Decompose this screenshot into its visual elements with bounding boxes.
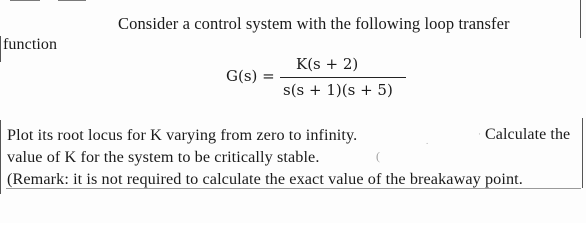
problem-line-2: function [3,36,58,53]
scan-bracket-mark: ( [376,149,380,163]
bottom-rule [6,188,581,189]
scan-dot-mark: . [426,136,429,146]
right-edge-line-lower [582,118,583,188]
equation-numerator: K(s + 2) [296,55,359,73]
problem-line-1: Consider a control system with the following loop transfer [118,14,510,33]
equation-denominator: s(s + 1)(s + 5) [283,81,393,99]
problem-line-3-left: Plot its root locus for K varying from zero to infinity. [7,126,358,144]
scan-dot-mark-2: · [478,129,481,139]
top-rule-left [10,0,40,1]
problem-line-5: (Remark: it is not required to calculate the exact value of the breakaway point. [7,170,523,188]
left-edge-line-upper [0,36,1,62]
left-edge-line-lower [0,120,1,194]
problem-line-3-right: Calculate the [485,126,571,143]
fraction-bar [280,77,406,78]
problem-line-4: value of K for the system to be critically stable. [7,148,320,166]
equation-lhs: G(s) = [226,67,275,85]
right-edge-line-upper [580,0,581,38]
top-rule-mid [58,0,86,1]
